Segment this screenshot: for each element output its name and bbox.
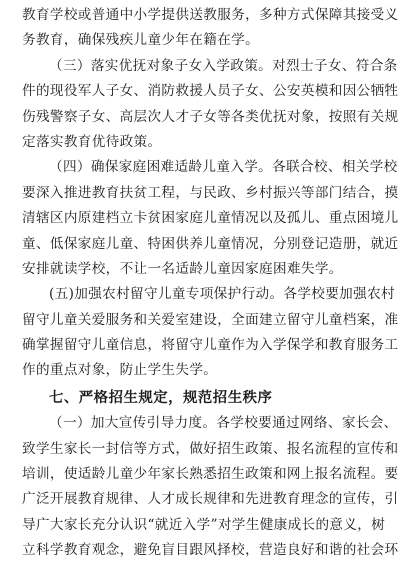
paragraph-publicity [22,411,399,563]
text-line: 要深入推进教育扶贫工程，与民政、乡村振兴等部门结合，摸 [22,184,399,201]
text-line: 导广大家长充分认识“就近入学”对学生健康成长的意义，树 [22,516,386,533]
paragraph-poor-families [22,155,399,282]
paragraph-left-behind-children [22,282,399,384]
text-line: 培训，使适龄儿童少年家长熟悉招生政策和网上报名流程。要 [22,466,399,483]
text-line: 务教育，确保残疾儿童少年在籍在学。 [22,32,260,49]
text-line: 清辖区内原建档立卡贫困家庭儿童情况以及孤儿、重点困境儿 [22,210,399,227]
text-line: 留守儿童关爱服务和关爱室建设，全面建立留守儿童档案，准 [22,311,399,328]
text-line: （三）落实优抚对象子女入学政策。对烈士子女、符合条 [49,57,398,74]
text-line: 立科学教育观念，避免盲目跟风择校，营造良好和谐的社会环 [22,542,399,559]
section-heading: 七、严格招生规定，规范招生秩序 [49,389,273,406]
text-line: (五)加强农村留守儿童专项保护行动。各学校要加强农村 [49,286,395,303]
text-line: 件的现役军人子女、消防救援人员子女、公安英模和因公牺牲 [22,83,399,100]
text-line: 作的重点对象，防止学生失学。 [22,362,218,379]
text-line: 致学生家长一封信等方式，做好招生政策、报名流程的宣传和 [22,440,399,457]
text-line: （四）确保家庭困难适龄儿童入学。各联合校、相关学校 [49,159,398,176]
text-line: 教育学校或普通中小学提供送教服务，多种方式保障其接受义 [22,7,399,23]
text-line: 定落实教育优待政策。 [22,133,162,150]
paragraph-special-education [22,3,399,54]
text-line: 确掌握留守儿童信息，将留守儿童作为入学保学和教育服务工 [22,337,399,354]
text-line: 安排就读学校，不让一名适龄儿童因家庭困难失学。 [22,260,343,277]
paragraph-preferential-care [22,54,399,156]
text-line: 童、低保家庭儿童、特困供养儿童情况，分别登记造册，就近 [22,235,399,252]
text-line: 广泛开展教育规律、人才成长规律和先进教育理念的宣传，引 [22,491,399,508]
text-line: 伤残警察子女、高层次人才子女等各类优抚对象，按照有关规 [22,108,399,125]
text-line: （一）加大宣传引导力度。各学校要通过网络、家长会、 [49,415,398,432]
